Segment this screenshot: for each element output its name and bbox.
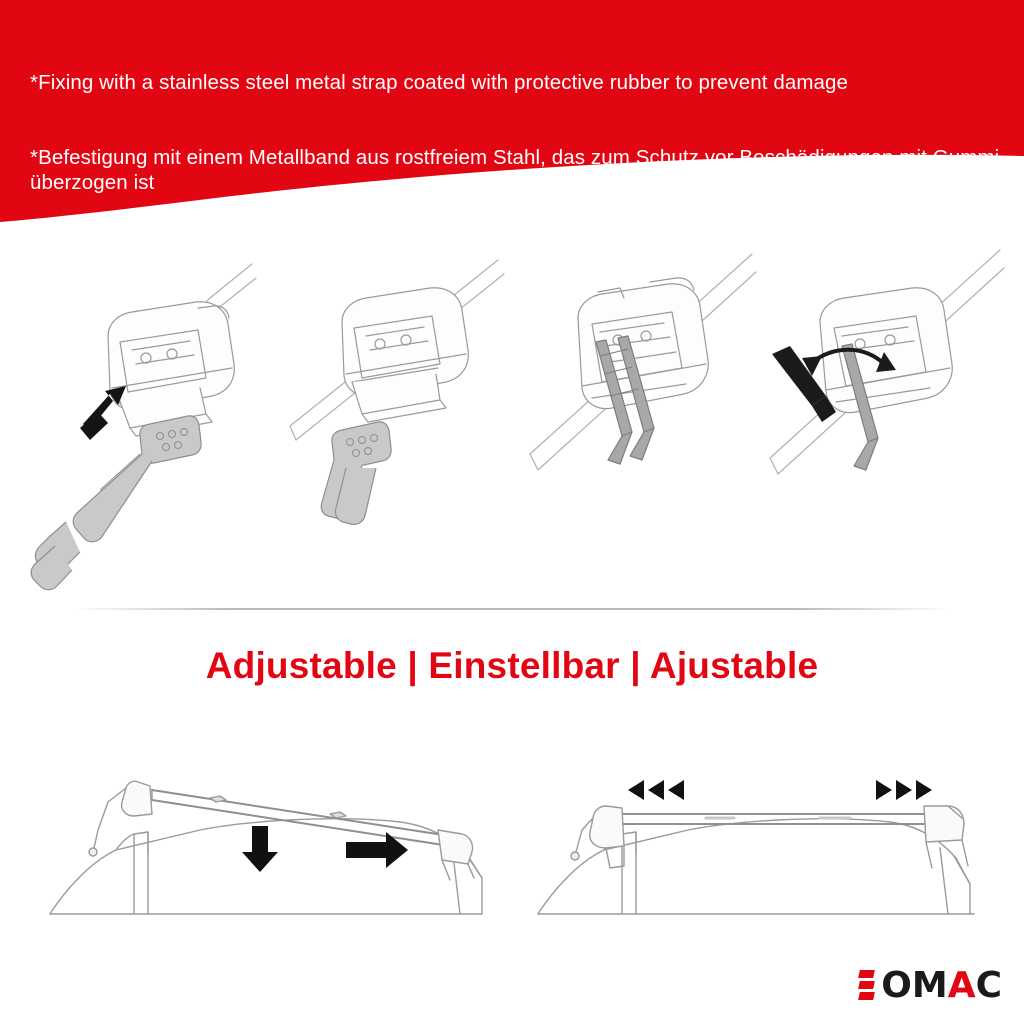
logo-c: C: [975, 964, 1002, 1006]
roof-mount-angle-drawing-icon: [30, 718, 510, 948]
arrows-right-icon: [876, 780, 932, 800]
omac-logo-text: [881, 965, 1002, 1006]
step-3-drawing-icon: [500, 246, 756, 606]
adjustable-title-sep-2: |: [619, 645, 650, 686]
installation-steps: [0, 246, 1024, 606]
step-2-illustration: [250, 246, 506, 606]
adjustable-diagram-left: [30, 718, 510, 948]
step-3-illustration: [500, 246, 756, 606]
adjustable-diagram-right: [520, 718, 1000, 948]
banner-line-en: *Fixing with a stainless steel metal strap coated with protective rubber to prevent damage: [30, 71, 849, 94]
header-banner: [0, 0, 1024, 294]
adjustable-title-fr: Ajustable: [649, 645, 819, 686]
logo-a: A: [947, 964, 976, 1006]
adjustable-title-sep-1: |: [396, 645, 429, 686]
arrow-up-icon: [80, 386, 126, 440]
adjustable-title-de: Einstellbar: [428, 645, 620, 686]
roof-mount-width-drawing-icon: [520, 718, 1000, 948]
arrow-down-icon: [242, 826, 278, 872]
banner-line-fr: *Fixation avec une sangle en métal inoxydable recouverte de caoutchouc de protection pour éviter les dommages.: [30, 246, 969, 294]
banner-line-de: *Befestigung mit einem Metallband aus rostfreiem Stahl, das zum Schutz vor Beschädigungen mit Gummi überzogen ist: [30, 146, 1006, 194]
omac-logo: [859, 964, 1002, 1006]
step-1-illustration: [0, 246, 256, 606]
adjustable-diagrams: [0, 718, 1024, 948]
step-4-illustration: [750, 246, 1006, 606]
adjustable-title-en: Adjustable: [205, 645, 397, 686]
omac-logo-mark-icon: [859, 968, 875, 1002]
adjustable-title: [0, 645, 1024, 687]
step-4-drawing-icon: [750, 246, 1006, 606]
section-divider: [72, 608, 952, 610]
logo-om: OM: [881, 964, 948, 1006]
arrows-left-icon: [628, 780, 684, 800]
step-2-drawing-icon: [250, 246, 506, 606]
step-1-drawing-icon: [0, 246, 256, 606]
